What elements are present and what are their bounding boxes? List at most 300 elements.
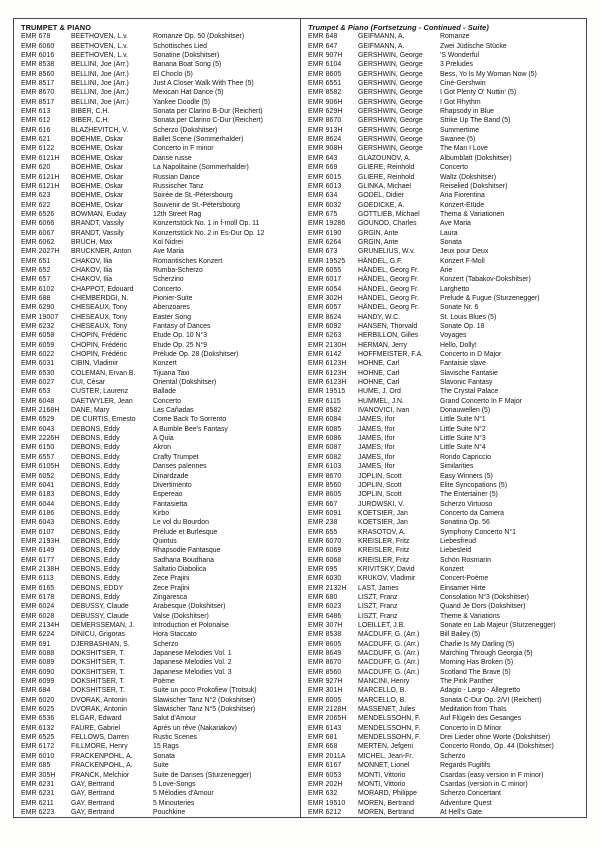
piece-title: Thema & Variationen [440, 210, 505, 218]
piece-title: Consolation N°3 (Dokshitser) [440, 593, 529, 601]
catalog-row [308, 668, 584, 677]
catalog-number: EMR 8538 [21, 61, 55, 69]
catalog-number: EMR 6032 [308, 201, 342, 209]
piece-title: Pouchkine [153, 808, 186, 816]
composer-name: LISZT, Franz [358, 603, 398, 611]
catalog-row [308, 229, 584, 238]
catalog-row [308, 163, 584, 172]
composer-name: JOPLIN, Scott [358, 481, 402, 489]
catalog-row [308, 509, 584, 518]
catalog-number: EMR 2132H [308, 584, 347, 592]
catalog-number: EMR 6088 [21, 650, 55, 658]
piece-title: Ballade [153, 388, 176, 396]
composer-name: FRANCK, Melchior [71, 771, 130, 779]
catalog-row [21, 724, 298, 733]
catalog-row [21, 238, 298, 247]
composer-name: DEBONS, Eddy [71, 425, 120, 433]
catalog-number: EMR 906H [308, 98, 343, 106]
catalog-number: EMR 6186 [21, 509, 55, 517]
catalog-row [308, 789, 584, 798]
catalog-number: EMR 6086 [308, 435, 342, 443]
composer-name: ELGAR, Edward [71, 715, 122, 723]
catalog-row [308, 658, 584, 667]
piece-title: Romantisches Konzert [153, 257, 223, 265]
catalog-row [308, 705, 584, 714]
catalog-number: EMR 301H [308, 687, 343, 695]
catalog-row [21, 397, 298, 406]
catalog-row [308, 387, 584, 396]
piece-title: Russischer Tanz [153, 182, 204, 190]
composer-name: MICHEL, Jean-Fr. [358, 752, 414, 760]
catalog-row [21, 257, 298, 266]
composer-name: DVORAK, Antonin [71, 696, 127, 704]
composer-name: HUMMEL, J.N. [358, 397, 404, 405]
catalog-number: EMR 2134H [21, 622, 60, 629]
composer-name: HÖHNE, Carl [358, 360, 400, 368]
piece-title: Easter Song [153, 313, 191, 321]
catalog-number: EMR 6232 [21, 323, 55, 330]
composer-name: FELLOWS, Darren [71, 734, 129, 742]
composer-name: DEBONS, EDDY [71, 584, 124, 592]
piece-title: Drei Lieder ohne Worte (Dokshitser) [440, 734, 551, 742]
catalog-number: EMR 2027H [21, 248, 60, 256]
catalog-row [308, 443, 584, 452]
catalog-number: EMR 695 [308, 565, 338, 573]
composer-name: GERSHWIN, George [358, 61, 423, 69]
piece-title: Sonata [440, 238, 462, 246]
catalog-number: EMR 6054 [308, 285, 342, 293]
catalog-number: EMR 622 [21, 201, 51, 209]
composer-name: DOKSHITSER, T. [71, 659, 125, 667]
catalog-number: EMR 643 [308, 154, 338, 162]
piece-title: Arie [440, 266, 453, 274]
composer-name: BELLINI, Joe (Arr.) [71, 80, 129, 88]
composer-name: HÄNDEL, Georg Fr. [358, 276, 419, 284]
catalog-number: EMR 6223 [21, 808, 55, 816]
composer-name: HOFFMEISTER, F.A. [358, 351, 424, 359]
catalog-number: EMR 6069 [308, 547, 342, 555]
composer-name: DEBONS, Eddy [71, 547, 120, 555]
catalog-number: EMR 19286 [308, 220, 346, 228]
piece-title: Abenzoares [153, 304, 190, 312]
catalog-number: EMR 6010 [21, 752, 55, 760]
composer-name: DEBONS, Eddy [71, 435, 120, 443]
catalog-number: EMR 6043 [21, 425, 55, 433]
piece-title: Kol Nidrei [153, 238, 183, 246]
catalog-number: EMR 2193H [21, 537, 60, 545]
catalog-number: EMR 6211 [21, 799, 54, 807]
piece-title: Sonata per Clarino B-Dur (Reichert) [153, 108, 263, 116]
piece-title: Scherzo [440, 752, 466, 760]
piece-title: Mexican Hat Dance (5) [153, 89, 224, 97]
catalog-number: EMR 8670 [308, 659, 342, 667]
composer-name: CHESEAUX, Tony [71, 304, 128, 312]
piece-title: Csardas (version in C minor) [440, 780, 528, 788]
piece-title: Sonata [153, 752, 175, 760]
catalog-number: EMR 680 [308, 593, 338, 601]
piece-title: Scotland The Brave (5) [440, 668, 511, 676]
catalog-number: EMR 6165 [21, 584, 55, 592]
catalog-row [21, 509, 298, 518]
catalog-number: EMR 6085 [308, 425, 342, 433]
composer-name: BIBER, C.H. [71, 108, 110, 116]
catalog-row [308, 593, 584, 602]
catalog-row [308, 425, 584, 434]
catalog-number: EMR 8582 [308, 89, 342, 97]
catalog-number: EMR 202H [308, 780, 343, 788]
catalog-number: EMR 651 [21, 257, 51, 265]
catalog-number: EMR 6030 [308, 575, 342, 583]
composer-name: BIBER, C.H. [71, 117, 110, 125]
catalog-row [21, 472, 298, 481]
composer-name: GERSHWIN, George [358, 108, 423, 116]
composer-name: DEBONS, Eddy [71, 575, 120, 583]
catalog-row [21, 584, 298, 593]
catalog-rows-right [308, 32, 584, 817]
catalog-number: EMR 8649 [308, 650, 342, 658]
composer-name: GOEDICKE, A. [358, 201, 405, 209]
catalog-row [21, 518, 298, 527]
catalog-number: EMR 908H [308, 145, 343, 153]
catalog-row [308, 584, 584, 593]
catalog-row [308, 32, 584, 41]
composer-name: BOWMAN, Euday [71, 210, 127, 218]
piece-title: Auf Flügeln des Gesanges [440, 715, 522, 723]
composer-name: DEBONS, Eddy [71, 509, 120, 517]
piece-title: Konzertstück No. 2 in Es-Dur Op. 12 [153, 229, 265, 237]
composer-name: DEBONS, Eddy [71, 444, 120, 452]
composer-name: MACDUFF, G. (Arr.) [358, 640, 420, 648]
piece-title: Konzert F-Moll [440, 257, 485, 265]
catalog-row [308, 313, 584, 322]
composer-name: MENDELSSOHN, F. [358, 715, 421, 723]
piece-title: Rhapsodie Fantasque [153, 547, 221, 555]
composer-name: BELLINI, Joe (Arr.) [71, 98, 129, 106]
piece-title: Zingaresca [153, 593, 188, 601]
composer-name: KRUKOV, Vladimir [358, 575, 416, 583]
piece-title: Konzert (Tabakov-Dokshitser) [440, 276, 531, 284]
catalog-number: EMR 6486 [308, 612, 342, 620]
piece-title: Scherzo Concertant [440, 790, 501, 798]
composer-name: BRUCKNER, Anton [71, 248, 132, 256]
catalog-row [21, 294, 298, 303]
catalog-row [308, 126, 584, 135]
catalog-number: EMR 621 [21, 136, 51, 144]
catalog-number: EMR 8670 [308, 472, 342, 480]
composer-name: BOEHME, Oskar [71, 145, 124, 153]
catalog-row [21, 275, 298, 284]
catalog-row [308, 500, 584, 509]
catalog-row [21, 369, 298, 378]
composer-name: CHOPIN, Frédéric [71, 351, 127, 359]
catalog-row [21, 677, 298, 686]
catalog-number: EMR 648 [308, 33, 338, 41]
catalog-column-left [14, 19, 300, 817]
composer-name: MACDUFF, G. (Arr.) [358, 659, 420, 667]
catalog-row [21, 70, 298, 79]
catalog-number: EMR 6123H [308, 369, 347, 377]
piece-title: Fantasy of Dances [153, 323, 211, 330]
piece-title: Quintus [153, 537, 177, 545]
piece-title: Ballet Scene (Sommerhalder) [153, 136, 244, 144]
catalog-number: EMR 681 [308, 734, 338, 742]
composer-name: MENDELSSOHN, F. [358, 724, 421, 732]
piece-title: Laura [440, 229, 458, 237]
catalog-row [21, 229, 298, 238]
catalog-row [21, 387, 298, 396]
piece-title: Sonatine (Dokshitser) [153, 52, 220, 60]
catalog-row [308, 116, 584, 125]
catalog-row [308, 191, 584, 200]
piece-title: Concerto [440, 164, 468, 172]
piece-title: Scherzo Virtuoso [440, 500, 493, 508]
catalog-row [21, 780, 298, 789]
composer-name: GLIERE, Reinhold [358, 173, 415, 181]
piece-title: 5 Love-Songs [153, 780, 196, 788]
piece-title: Prélude et Burlesque [153, 528, 218, 536]
piece-title: The Man I Love [440, 145, 488, 153]
piece-title: Sonate Nr. 6 [440, 304, 479, 312]
catalog-number: EMR 19007 [21, 313, 59, 321]
piece-title: Schottisches Lied [153, 42, 208, 50]
catalog-row [308, 51, 584, 60]
composer-name: BOEHME, Oskar [71, 173, 124, 181]
composer-name: JUROWSKI, V. [358, 500, 405, 508]
catalog-row [308, 472, 584, 481]
catalog-number: EMR 6105H [21, 463, 60, 471]
catalog-rows-left [21, 32, 298, 817]
catalog-row [21, 714, 298, 723]
piece-title: Introduction et Polonaise [153, 622, 229, 629]
composer-name: BRANDT, Vassily [71, 229, 124, 237]
composer-name: DOKSHITSER, T. [71, 687, 125, 695]
composer-name: HÄNDEL, G.F. [358, 257, 403, 265]
piece-title: Similarities [440, 463, 474, 471]
catalog-number: EMR 8538 [308, 631, 342, 639]
piece-title: Romanze [440, 33, 470, 41]
piece-title: Come Back To Sorrento [153, 416, 227, 424]
composer-name: BRUCH, Max [71, 238, 113, 246]
catalog-row [21, 789, 298, 798]
catalog-row [21, 191, 298, 200]
catalog-number: EMR 907H [308, 52, 343, 60]
composer-name: BELLINI, Joe (Arr.) [71, 89, 129, 97]
catalog-row [21, 556, 298, 565]
catalog-row [308, 406, 584, 415]
composer-name: DEBONS, Eddy [71, 481, 120, 489]
section-title-trumpet-piano: TRUMPET & PIANO [21, 23, 92, 32]
catalog-number: EMR 8517 [21, 80, 55, 88]
catalog-number: EMR 629H [308, 108, 343, 116]
catalog-row [308, 341, 584, 350]
composer-name: CUSTER, Laurenz [71, 388, 129, 396]
catalog-row [21, 546, 298, 555]
composer-name: GLIERE, Reinhold [358, 164, 415, 172]
piece-title: Scherzino [153, 276, 184, 284]
composer-name: GERSHWIN, George [358, 52, 423, 60]
catalog-number: EMR 6092 [308, 323, 342, 330]
piece-title: Konzertstück No. 1 in f-moll Op. 11 [153, 220, 260, 228]
catalog-number: EMR 6060 [21, 42, 55, 50]
composer-name: GERSHWIN, George [358, 98, 423, 106]
catalog-row [308, 649, 584, 658]
catalog-row [308, 182, 584, 191]
piece-title: Konzert [153, 360, 177, 368]
composer-name: MOREN, Bertrand [358, 808, 414, 816]
piece-title: Waltz (Dokshitser) [440, 173, 497, 181]
catalog-number: EMR 6224 [21, 631, 55, 639]
composer-name: JAMES, Ifor [358, 444, 395, 452]
catalog-row [308, 724, 584, 733]
piece-title: El Choclo (5) [153, 70, 193, 78]
catalog-number: EMR 6099 [21, 678, 55, 686]
catalog-row [308, 397, 584, 406]
catalog-number: EMR 620 [21, 164, 51, 172]
piece-title: Liebesleid [440, 547, 472, 555]
composer-name: MONTI, Vittorio [358, 780, 406, 788]
catalog-number: EMR 6005 [308, 696, 342, 704]
catalog-row [308, 331, 584, 340]
catalog-number: EMR 927H [308, 678, 343, 686]
catalog-row [308, 714, 584, 723]
composer-name: MONNET, Lionel [358, 762, 410, 770]
piece-title: Prelude & Fugue (Sturzenegger) [440, 294, 540, 302]
catalog-number: EMR 6177 [21, 556, 55, 564]
piece-title: Sonatina Op. 56 [440, 519, 490, 527]
catalog-number: EMR 6059 [21, 341, 55, 349]
piece-title: A Bumble Bee's Fantasy [153, 425, 228, 433]
catalog-number: EMR 675 [308, 210, 338, 218]
catalog-row [21, 60, 298, 69]
composer-name: MACDUFF, G. (Arr.) [358, 631, 420, 639]
composer-name: JAMES, Ifor [358, 416, 395, 424]
catalog-row [21, 453, 298, 462]
catalog-row [308, 752, 584, 761]
piece-title: Rustic Scenes [153, 734, 198, 742]
piece-title: Sonate Op. 18 [440, 323, 485, 330]
piece-title: Suite [153, 762, 169, 770]
catalog-row [308, 453, 584, 462]
piece-title: Ave Maria [440, 220, 471, 228]
piece-title: Strike Up The Band (5) [440, 117, 511, 125]
catalog-number: EMR 6015 [308, 173, 342, 181]
piece-title: The Crystal Palace [440, 388, 499, 396]
composer-name: DEBONS, Eddy [71, 593, 120, 601]
composer-name: CHAKOV, Ilia [71, 257, 113, 265]
catalog-row [21, 173, 298, 182]
catalog-number: EMR 6122 [21, 145, 55, 153]
composer-name: MACDUFF, G. (Arr.) [358, 650, 420, 658]
composer-name: GERSHWIN, George [358, 117, 423, 125]
composer-name: GERSHWIN, George [358, 145, 423, 153]
catalog-number: EMR 653 [21, 388, 51, 396]
catalog-row [21, 752, 298, 761]
piece-title: Symphony Concerto N°1 [440, 528, 516, 536]
catalog-number: EMR 6115 [308, 397, 341, 405]
catalog-row [308, 79, 584, 88]
catalog-row [21, 537, 298, 546]
composer-name: BOEHME, Oskar [71, 136, 124, 144]
catalog-row [308, 135, 584, 144]
composer-name: MACDUFF, G. (Arr.) [358, 668, 420, 676]
catalog-number: EMR 6172 [21, 743, 55, 751]
composer-name: GERSHWIN, George [358, 136, 423, 144]
composer-name: MANCINI, Henry [358, 678, 410, 686]
catalog-number: EMR 6121H [21, 173, 60, 181]
catalog-number: EMR 6016 [21, 52, 55, 60]
composer-name: HÖHNE, Carl [358, 369, 400, 377]
catalog-number: EMR 678 [21, 33, 51, 41]
catalog-row [308, 677, 584, 686]
composer-name: BEETHOVEN, L.v. [71, 33, 128, 41]
composer-name: HERBILLON, Gilles [358, 332, 419, 340]
piece-title: Salut d'Amour [153, 715, 197, 723]
piece-title: Etude Op. 25 N°9 [153, 341, 208, 349]
piece-title: Concerto Rondo, Op. 44 (Dokshitser) [440, 743, 554, 751]
catalog-row [21, 742, 298, 751]
composer-name: CHOPIN, Frédéric [71, 332, 127, 340]
composer-name: DE CURTIS, Ernesto [71, 416, 136, 424]
piece-title: Quand Je Dors (Dokshitser) [440, 603, 526, 611]
composer-name: GERSHWIN, George [358, 126, 423, 134]
piece-title: Le vol du Bourdon [153, 519, 209, 527]
catalog-row [308, 415, 584, 424]
catalog-row [308, 574, 584, 583]
piece-title: 5 Mélodies d'Amour [153, 790, 214, 798]
catalog-number: EMR 6121H [21, 182, 60, 190]
catalog-row [21, 808, 298, 817]
composer-name: DEBUSSY, Claude [71, 603, 129, 611]
catalog-row [308, 350, 584, 359]
section-title-continued: Trumpet & Piano (Fortsetzung - Continued - Suite) [308, 23, 489, 32]
composer-name: HÖHNE, Carl [358, 379, 400, 387]
catalog-row [21, 359, 298, 368]
composer-name: HANDY, W.C. [358, 313, 400, 321]
piece-title: Sonata C-Dur Op. 2/VI (Reichert) [440, 696, 542, 704]
composer-name: DEBONS, Eddy [71, 565, 120, 573]
composer-name: MENDELSSOHN, F. [358, 734, 421, 742]
composer-name: DANE, Mary [71, 407, 110, 415]
catalog-row [308, 275, 584, 284]
piece-title: Summertime [440, 126, 480, 134]
catalog-row [308, 621, 584, 630]
composer-name: BOEHME, Oskar [71, 154, 124, 162]
piece-title: Concerto da Camera [440, 509, 504, 517]
composer-name: KRASOTOV, A. [358, 528, 406, 536]
composer-name: BEETHOVEN, L.v. [71, 42, 128, 50]
catalog-number: EMR 302H [308, 294, 343, 302]
piece-title: Little Suite N°4 [440, 444, 486, 452]
composer-name: JOPLIN, Scott [358, 472, 402, 480]
piece-title: Schön Rosmarin [440, 556, 491, 564]
composer-name: MARCELLO, B. [358, 687, 407, 695]
composer-name: GEIFMANN, A. [358, 42, 405, 50]
piece-title: Einsamer Hirte [440, 584, 486, 592]
catalog-row [308, 462, 584, 471]
catalog-row [308, 173, 584, 182]
catalog-number: EMR 6231 [21, 790, 55, 798]
piece-title: Elite Syncopations (5) [440, 481, 508, 489]
piece-title: Bill Bailey (5) [440, 631, 481, 639]
catalog-number: EMR 2011A [308, 752, 346, 760]
composer-name: DOKSHITSER, T. [71, 668, 125, 676]
composer-name: DEBONS, Eddy [71, 537, 120, 545]
piece-title: St. Louis Blues (5) [440, 313, 497, 321]
catalog-number: EMR 8582 [308, 407, 342, 415]
catalog-row [308, 518, 584, 527]
catalog-row [21, 210, 298, 219]
composer-name: FAURE, Gabriel [71, 724, 121, 732]
